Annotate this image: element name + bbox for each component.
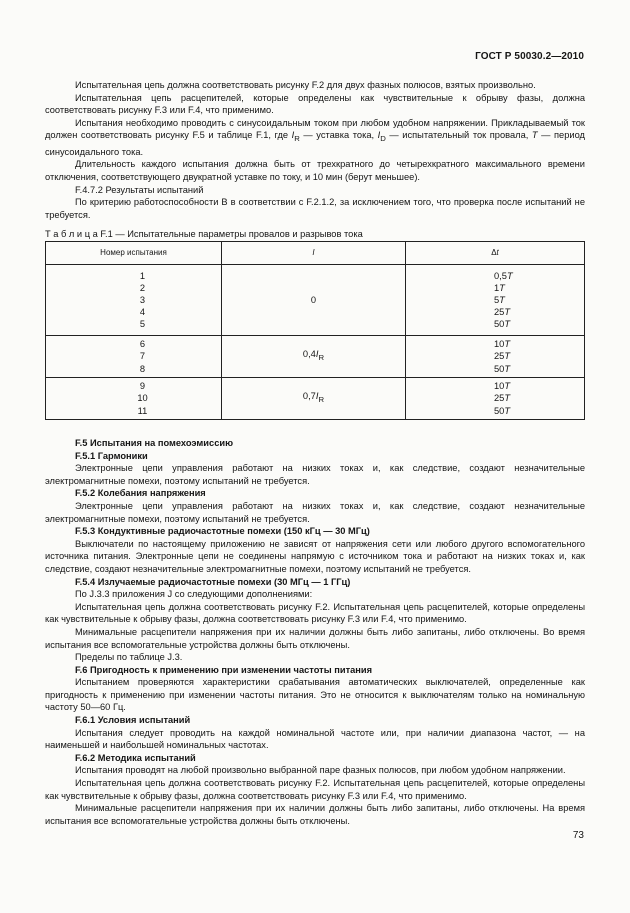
emission-section [45, 437, 585, 827]
table-caption: Т а б л и ц а F.1 — Испытательные параметры провалов и разрывов тока [45, 229, 363, 239]
subsection-heading: F.5.3 Кондуктивные радиочастотные помехи (150 кГц — 30 МГц) [75, 526, 370, 537]
paragraph: Минимальные расцепители напряжения при их наличии должны быть либо запитаны, либо отключены. Во время испытания все вспомогательные устройства должны быть отключены. [45, 626, 585, 650]
paragraph: Испытательная цепь расцепителей, которые определены как чувствительные к обрыву фазы, должна соответствовать рисунку F.3 или F.4, что применимо. [45, 92, 585, 116]
section-heading: F.6 Пригодность к применению при изменении частоты питания [75, 664, 373, 675]
column-header: I [222, 242, 406, 265]
paragraph: Испытательная цепь должна соответствовать рисунку F.2 для двух фазных полюсов, взятых произвольно. [75, 80, 536, 90]
paragraph: Испытательная цепь должна соответствовать рисунку F.2. Испытательная цепь расцепителей, которые определены как чувствительные к обрыву фазы, должна соответствовать рисунку F.3 или F.4, что применимо. [45, 778, 585, 801]
test-numbers: 9 10 11 [46, 378, 222, 420]
paragraph: По критерию работоспособности В в соответствии с F.2.1.2, за исключением того, что проверка после испытаний не требуется. [45, 197, 585, 220]
paragraph: По J.3.3 приложения J со следующими дополнениями: [75, 589, 313, 600]
paragraph: Испытательная цепь должна соответствовать рисунку F.2. Испытательная цепь расцепителей, которые определены как чувствительные к обрыву фазы, должна соответствовать рисунку F.3 или F.4, что применимо. [45, 601, 585, 625]
current-value: 0 [222, 265, 406, 336]
table-row [46, 336, 585, 378]
section-heading: F.5 Испытания на помехоэмиссию [75, 438, 234, 448]
paragraph: Испытанием проверяются характеристики срабатывания автоматических выключателей, определенные как пригодность к применению при изменении частоты питания. Это не относится к выключателям только на номинальную частоту 50—60 Гц. [45, 677, 585, 713]
paragraph: Электронные цепи управления работают на низких токах и, как следствие, создают незначительные электромагнитные помехи, поэтому испытаний не требуется. [45, 500, 585, 524]
paragraph: Испытания проводят на любой произвольно выбранной паре фазных полюсов, при любом удобном напряжении. [75, 765, 566, 776]
parameters-table [45, 241, 585, 420]
paragraph: Испытания следует проводить на каждой номинальной частоте или, при наличии диапазона частот, — на наименьшей и наибольшей номинальных частотах. [45, 727, 585, 751]
standard-header: ГОСТ Р 50030.2—2010 [475, 51, 584, 62]
subsection-heading: F.4.7.2 Результаты испытаний [75, 184, 204, 195]
subsection-heading: F.5.4 Излучаемые радиочастотные помехи (30 МГц — 1 ГГц) [75, 576, 351, 587]
subsection-heading: F.6.2 Методика испытаний [75, 752, 196, 763]
test-numbers: 1 2 3 4 5 [46, 265, 222, 336]
subsection-heading: F.6.1 Условия испытаний [75, 715, 191, 726]
column-header: Δt [406, 242, 585, 265]
paragraph: Длительность каждого испытания должна быть от трехкратного до четырехкратного максимального времени отключения, соответствующего двукратной уставке по току, и 10 мин (берут меньшее). [45, 159, 585, 183]
duration-values: 10T 25T 50T [406, 378, 585, 420]
table-row [46, 378, 585, 420]
duration-values: 0,5T 1T 5T 25T 50T [406, 265, 585, 336]
paragraph: Испытания необходимо проводить с синусоидальным током при любом удобном напряжении. Прикладываемый ток должен соответствовать рисунку F.5 и таблице F.1, где $I_R$ — уставка тока, $I_D$ — испытательный ток провала, T — период синусоидального тока. [45, 117, 585, 157]
paragraph: Пределы по таблице J.3. [75, 652, 183, 663]
test-numbers: 6 7 8 [46, 336, 222, 378]
page-number: 73 [572, 830, 584, 841]
paragraph: Выключатели по настоящему приложению не зависят от напряжения сети или любого другого вспомогательного источника питания. Электронные цепи не соединены напрямую с источником тока и работают на низких токах и, как следствие, создают незначительные электромагнитные помехи, поэтому испытаний не требуется. [45, 538, 585, 574]
subsection-heading: F.5.2 Колебания напряжения [75, 488, 206, 499]
paragraph: Минимальные расцепители напряжения при их наличии должны быть либо запитаны, либо отключены. На время испытания все вспомогательные устройства должны быть отключены. [45, 803, 585, 826]
column-header: Номер испытания [46, 242, 222, 265]
paragraph: Электронные цепи управления работают на низких токах и, как следствие, создают незначительные электромагнитные помехи, поэтому испытаний не требуется. [45, 463, 585, 486]
table-row [46, 265, 585, 336]
current-value: $0,7I_R$ [222, 378, 406, 420]
duration-values: 10T 25T 50T [406, 336, 585, 378]
current-value: $0,4I_R$ [222, 336, 406, 378]
intro-section [45, 79, 585, 221]
subsection-heading: F.5.1 Гармоники [75, 450, 148, 461]
